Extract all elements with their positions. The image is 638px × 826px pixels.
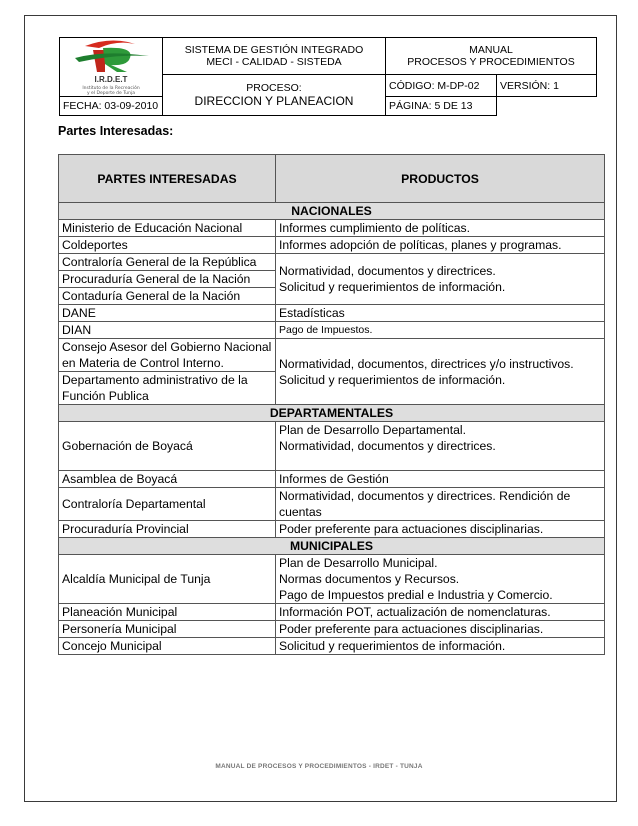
party-line: en Materia de Control Interno. <box>62 356 224 370</box>
table-cell-party: Asamblea de Boyacá <box>59 471 276 488</box>
section-municipales: MUNICIPALES <box>59 538 605 555</box>
product-line: Normatividad, documentos y directrices. <box>279 264 496 278</box>
table-cell-party: Contraloría General de la República <box>59 254 276 271</box>
table-cell-product <box>276 339 605 405</box>
document-header <box>59 37 597 116</box>
version-cell: VERSIÓN: 1 <box>497 75 597 97</box>
manual-line-2: PROCESOS Y PROCEDIMIENTOS <box>407 56 575 68</box>
table-cell-product: Poder preferente para actuaciones disciplinarias. <box>276 621 605 638</box>
table-cell-product: Solicitud y requerimientos de información. <box>276 638 605 655</box>
party-line: Departamento administrativo de la <box>62 373 248 387</box>
product-line: Pago de Impuestos predial e Industria y Comercio. <box>279 588 553 602</box>
table-cell-party: Contraloría Departamental <box>59 488 276 521</box>
system-cell <box>163 38 386 75</box>
table-cell-party: Personería Municipal <box>59 621 276 638</box>
table-cell-product: Poder preferente para actuaciones disciplinarias. <box>276 521 605 538</box>
process-label: PROCESO: <box>246 82 302 94</box>
table-cell-product: Información POT, actualización de nomenclaturas. <box>276 604 605 621</box>
party-line: Consejo Asesor del Gobierno Nacional <box>62 340 272 354</box>
table-cell-party: Contaduría General de la Nación <box>59 288 276 305</box>
table-cell-party: Ministerio de Educación Nacional <box>59 220 276 237</box>
table-cell-party: DANE <box>59 305 276 322</box>
page-footer: MANUAL DE PROCESOS Y PROCEDIMIENTOS - IRDET - TUNJA <box>215 763 423 770</box>
table-cell-product: Normatividad, documentos y directrices. Rendición de cuentas <box>276 488 605 521</box>
process-name: DIRECCION Y PLANEACION <box>194 94 354 108</box>
product-line: Plan de Desarrollo Municipal. <box>279 556 438 570</box>
product-line: Plan de Desarrollo Departamental. <box>279 423 466 437</box>
section-nacionales: NACIONALES <box>59 203 605 220</box>
manual-cell <box>386 38 597 75</box>
irdet-logo-icon <box>65 38 157 86</box>
date-cell: FECHA: 03-09-2010 <box>60 97 163 116</box>
table-cell-product: Pago de Impuestos. <box>276 322 605 339</box>
table-cell-party <box>59 372 276 405</box>
product-line: Normas documentos y Recursos. <box>279 572 460 586</box>
section-title: Partes Interesadas: <box>58 124 174 138</box>
manual-line-1: MANUAL <box>469 44 513 56</box>
logo <box>60 38 163 97</box>
table-cell-party: Procuraduría Provincial <box>59 521 276 538</box>
table-cell-product <box>276 254 605 305</box>
product-line: Solicitud y requerimientos de información. <box>279 280 506 294</box>
system-line-2: MECI - CALIDAD - SISTEDA <box>206 56 342 68</box>
table-cell-product <box>276 555 605 604</box>
table-cell-party: Gobernación de Boyacá <box>59 422 276 471</box>
table-cell-product: Informes adopción de políticas, planes y programas. <box>276 237 605 254</box>
col-header-parties: PARTES INTERESADAS <box>59 155 276 203</box>
table-cell-party: Coldeportes <box>59 237 276 254</box>
svg-text:I.R.D.E.T: I.R.D.E.T <box>94 75 128 84</box>
table-cell-product: Estadísticas <box>276 305 605 322</box>
section-departamentales: DEPARTAMENTALES <box>59 405 605 422</box>
product-line: Solicitud y requerimientos de información. <box>279 372 506 387</box>
stakeholders-table <box>58 154 605 655</box>
code-cell: CÓDIGO: M-DP-02 <box>386 75 497 97</box>
table-cell-party: Planeación Municipal <box>59 604 276 621</box>
process-cell <box>163 75 386 116</box>
table-cell-party: DIAN <box>59 322 276 339</box>
table-cell-party: Alcaldía Municipal de Tunja <box>59 555 276 604</box>
product-line: Normatividad, documentos y directrices. <box>279 439 496 453</box>
table-cell-product: Informes cumplimiento de políticas. <box>276 220 605 237</box>
table-cell-party: Procuraduría General de la Nación <box>59 271 276 288</box>
table-cell-product: Informes de Gestión <box>276 471 605 488</box>
system-line-1: SISTEMA DE GESTIÓN INTEGRADO <box>184 44 364 56</box>
logo-tagline-2: y el Deporte de Tunja <box>86 91 136 96</box>
table-cell-product <box>276 422 605 471</box>
product-line: Normatividad, documentos, directrices y/o instructivos. <box>279 356 574 371</box>
col-header-products: PRODUCTOS <box>276 155 605 203</box>
party-line: Función Publica <box>62 389 149 403</box>
page-cell: PÁGINA: 5 DE 13 <box>386 97 497 116</box>
table-cell-party <box>59 339 276 372</box>
logo-tagline-1: Instituto de la Recreación <box>82 86 140 91</box>
table-cell-party: Concejo Municipal <box>59 638 276 655</box>
